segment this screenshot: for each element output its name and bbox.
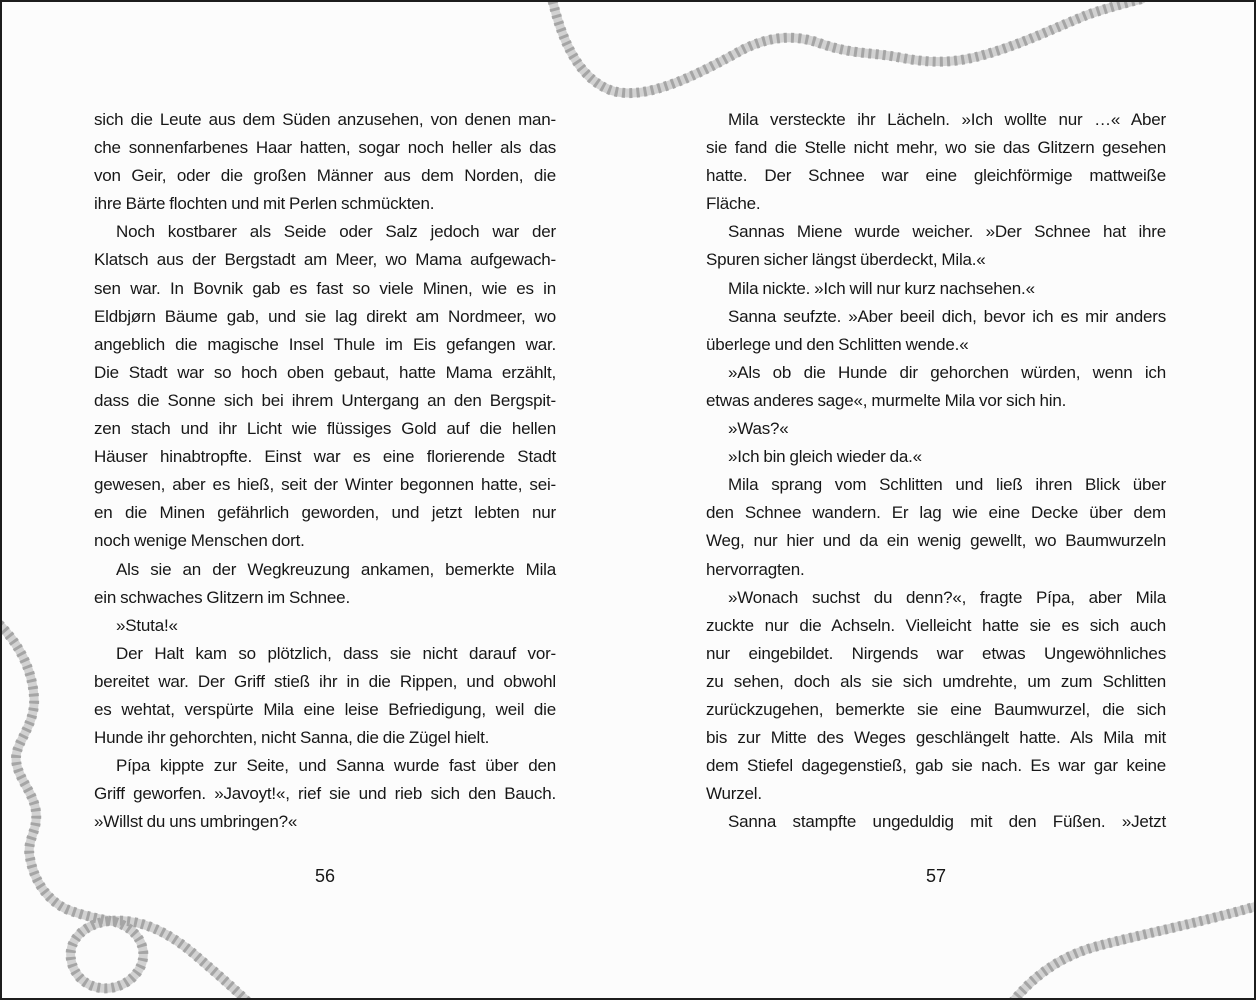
text-line: Sannas Miene wurde weicher. »Der Schnee hat ihre xyxy=(728,222,1166,242)
text-line: angeblich die magische Insel Thule im Eis gefangen war. xyxy=(94,334,556,354)
text-line: en die Minen gefährlich geworden, und jetzt lebten nur xyxy=(94,503,556,523)
text-line: von Geir, oder die großen Männer aus dem Norden, die xyxy=(94,166,556,186)
rope-bottom-right-illustration xyxy=(1008,904,1256,1000)
text-line: hatte. Der Schnee war eine gleichförmige mattweiße xyxy=(706,166,1166,186)
text-line: »Was?« xyxy=(728,419,789,439)
text-line: Die Stadt war so hoch oben gebaut, hatte Mama erzählt, xyxy=(94,362,556,382)
text-line: Spuren sicher längst überdeckt, Mila.« xyxy=(706,250,986,270)
paragraph xyxy=(706,471,1166,583)
text-line: nur eingebildet. Nirgends war etwas Ungewöhnliches xyxy=(706,643,1166,663)
paragraph xyxy=(706,584,1166,809)
text-line: ein schwaches Glitzern im Schnee. xyxy=(94,587,350,607)
text-line: Noch kostbarer als Seide oder Salz jedoch war der xyxy=(116,222,556,242)
text-line: Als sie an der Wegkreuzung ankamen, bemerkte Mila xyxy=(116,559,556,579)
paragraph xyxy=(706,415,1166,443)
paragraph xyxy=(94,556,556,612)
text-line: zuckte nur die Achseln. Vielleicht hatte sie es sich auch xyxy=(706,615,1166,635)
text-line: »Wonach suchst du denn?«, fragte Pípa, aber Mila xyxy=(728,587,1166,607)
text-line: che sonnenfarbenes Haar hatten, sogar noch heller als das xyxy=(94,138,556,158)
text-line: sie fand die Stelle nicht mehr, wo sie das Glitzern gesehen xyxy=(706,138,1166,158)
paragraph xyxy=(706,218,1166,274)
text-line: Eldbjørn Bäume gab, und sie lag direkt am Nordmeer, wo xyxy=(94,306,556,326)
text-line: überlege und den Schlitten wende.« xyxy=(706,334,969,354)
text-line: »Stuta!« xyxy=(116,615,178,635)
paragraph xyxy=(706,443,1166,471)
text-line: es wehtat, verspürte Mila eine leise Befriedigung, weil die xyxy=(94,699,556,719)
paragraph xyxy=(94,106,556,218)
text-line: Häuser hinabtropfte. Einst war es eine florierende Stadt xyxy=(94,447,556,467)
text-line: Mila versteckte ihr Lächeln. »Ich wollte nur …« Aber xyxy=(728,110,1166,129)
page-right-text xyxy=(706,106,1166,836)
text-line: zen stach und ihr Licht wie flüssiges Gold auf die hellen xyxy=(94,419,556,439)
text-line: Fläche. xyxy=(706,194,761,214)
text-line: »Als ob die Hunde dir gehorchen würden, wenn ich xyxy=(728,362,1166,382)
paragraph xyxy=(706,808,1166,836)
paragraph xyxy=(706,275,1166,303)
text-line: Mila nickte. »Ich will nur kurz nachsehen.« xyxy=(728,278,1035,298)
paragraph xyxy=(94,640,556,752)
text-line: zu sehen, doch als sie sich umdrehte, um zum Schlitten xyxy=(706,671,1166,691)
text-line: Sanna seufzte. »Aber beeil dich, bevor ich es mir anders xyxy=(728,306,1166,326)
page-left-text xyxy=(94,106,556,836)
paragraph xyxy=(94,612,556,640)
text-line: bereitet war. Der Griff stieß ihr in die Rippen, und obwohl xyxy=(94,671,556,691)
paragraph xyxy=(706,106,1166,218)
text-line: Sanna stampfte ungeduldig mit den Füßen. »Jetzt xyxy=(728,812,1166,832)
text-line: Klatsch aus der Bergstadt am Meer, wo Mama aufgewach- xyxy=(94,250,556,270)
text-line: etwas anderes sage«, murmelte Mila vor sich hin. xyxy=(706,390,1067,410)
text-line: Griff geworfen. »Javoyt!«, rief sie und rieb sich den Bauch. xyxy=(94,784,556,804)
rope-top-illustration xyxy=(551,2,1142,93)
text-line: den Schnee wandern. Er lag wie eine Decke über dem xyxy=(706,503,1166,523)
page-number-left: 56 xyxy=(314,866,336,886)
paragraph xyxy=(94,218,556,555)
text-line: Hunde ihr gehorchten, nicht Sanna, die die Zügel hielt. xyxy=(94,728,490,748)
text-line: hervorragten. xyxy=(706,559,805,579)
text-line: Der Halt kam so plötzlich, dass sie nicht darauf vor- xyxy=(116,643,556,663)
text-line: dem Stiefel dagegenstieß, gab sie nach. Es war gar keine xyxy=(706,756,1166,776)
paragraph xyxy=(706,303,1166,359)
text-line: bis zur Mitte des Weges geschlängelt hatte. Als Mila mit xyxy=(706,728,1166,748)
page-number-right: 57 xyxy=(925,866,947,886)
text-line: sich die Leute aus dem Süden anzusehen, von denen man- xyxy=(94,110,556,129)
text-line: noch wenige Menschen dort. xyxy=(94,531,305,551)
text-line: Mila sprang vom Schlitten und ließ ihren Blick über xyxy=(728,475,1166,495)
text-line: Weg, nur hier und da ein wenig gewellt, wo Baumwurzeln xyxy=(706,531,1166,551)
paragraph xyxy=(706,359,1166,415)
text-line: gewesen, aber es hieß, seit der Winter begonnen hatte, sei- xyxy=(94,475,556,495)
text-line: Wurzel. xyxy=(706,784,762,804)
text-line: »Ich bin gleich wieder da.« xyxy=(728,447,922,467)
text-line: Pípa kippte zur Seite, und Sanna wurde fast über den xyxy=(116,756,556,776)
text-line: zurückzugehen, bemerkte sie eine Baumwurzel, die sich xyxy=(706,699,1166,719)
paragraph xyxy=(94,752,556,836)
text-line: dass die Sonne sich bei ihrem Untergang an den Bergspit- xyxy=(94,390,556,410)
text-line: ihre Bärte flochten und mit Perlen schmückten. xyxy=(94,194,435,214)
text-line: »Willst du uns umbringen?« xyxy=(94,812,298,832)
text-line: sen war. In Bovnik gab es fast so viele Minen, wie es in xyxy=(94,278,556,298)
